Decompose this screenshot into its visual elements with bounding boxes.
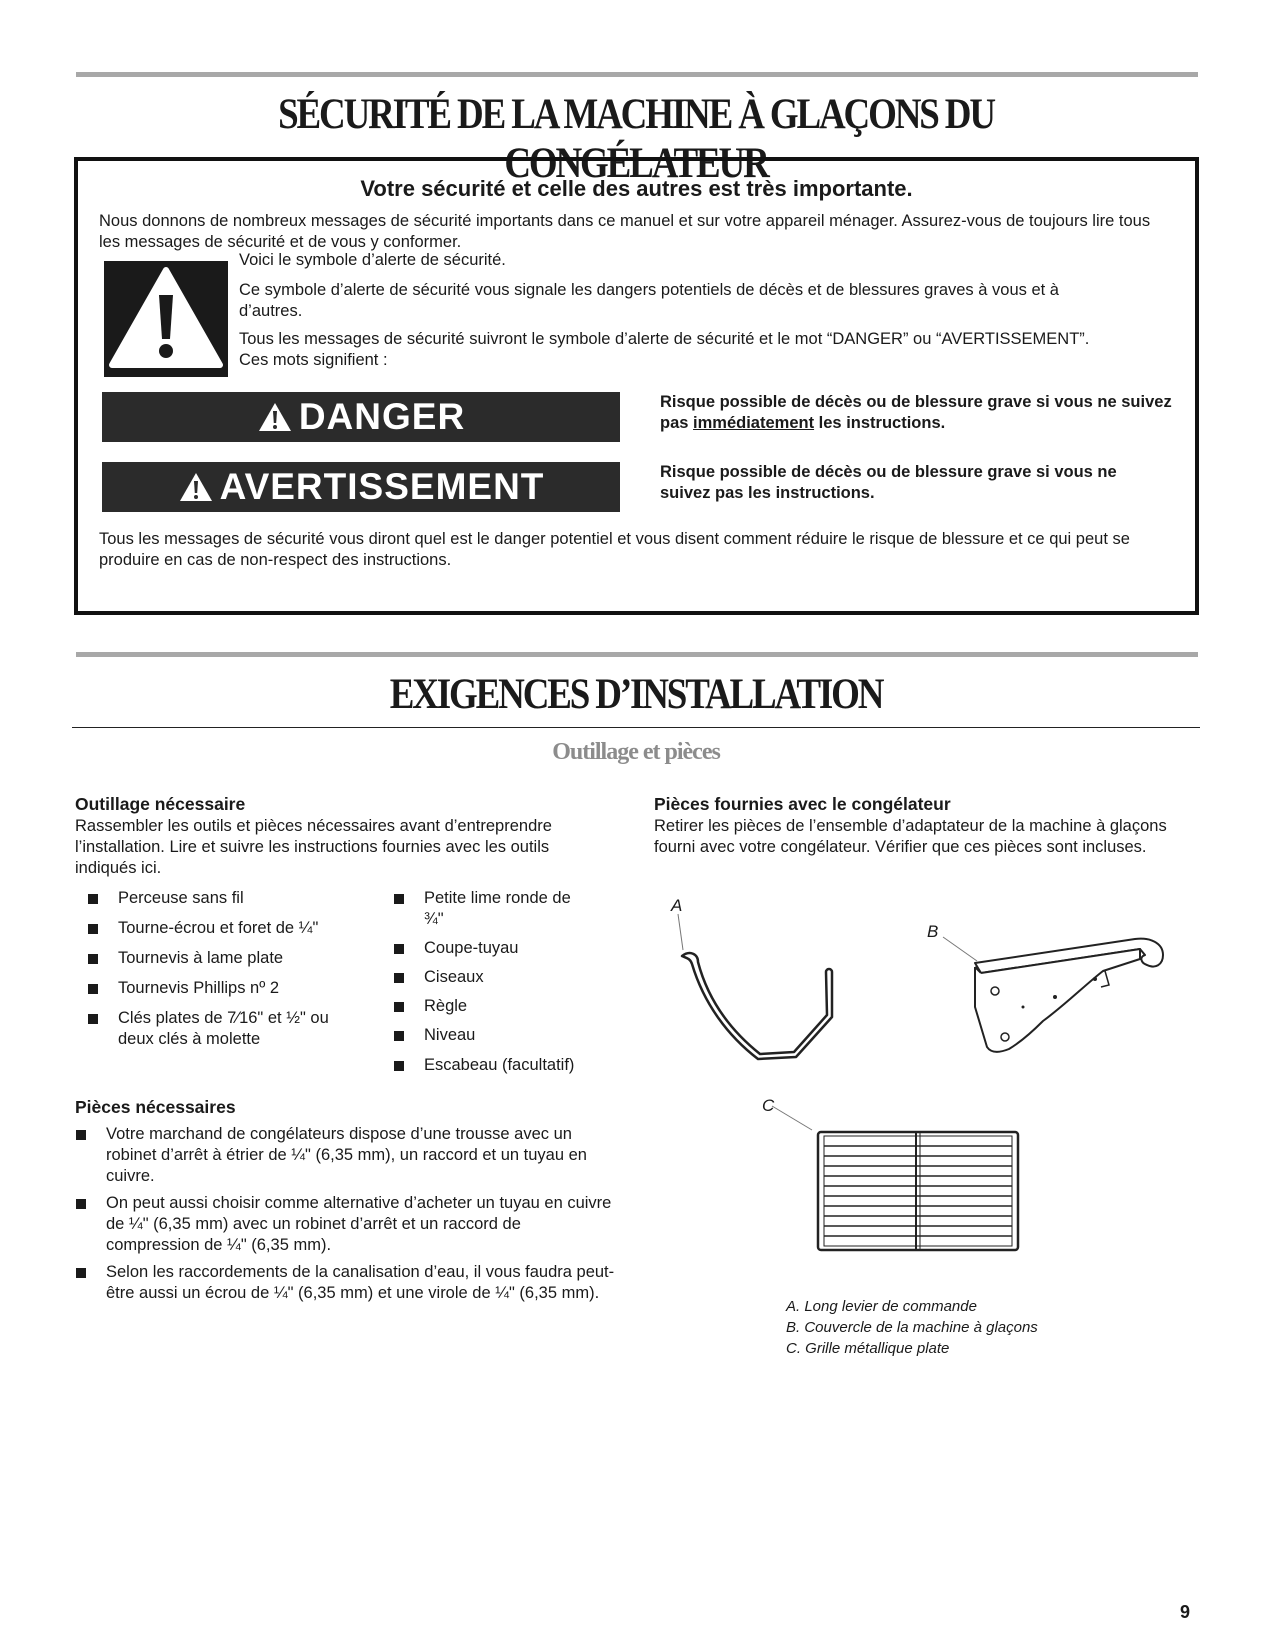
safety-closing: Tous les messages de sécurité vous diront quel est le danger potentiel et vous disent comment réduire le risque de blessure et ce qui peut se produire en cas de non-respect des instructions. [99,530,1130,569]
install-thin-rule [72,727,1200,728]
safety-alert-icon [104,261,228,377]
tool-item: Tourne-écrou et foret de ¼" [88,918,368,939]
tool-item: Tournevis Phillips nº 2 [88,978,348,999]
tools-heading: Outillage nécessaire [75,794,246,814]
safety-intro: Nous donnons de nombreux messages de sécurité importants dans ce manuel et sur votre appareil ménager. Assurez-vous de toujours lire tous les messages de sécurité et de vous y conformer. [99,212,1151,251]
symbol-line: Voici le symbole d’alerte de sécurité. [239,251,506,269]
tool-item: Clés plates de 7⁄16" et ½" ou deux clés à molette [88,1008,358,1050]
figure-caption [786,1296,1038,1359]
tool-item: Règle [394,996,614,1017]
warning-alert-icon [178,471,214,503]
danger-label [102,392,620,442]
safety-box [74,157,1199,615]
warning-text: AVERTISSEMENT [219,466,545,507]
figure-label-a: A [671,896,683,915]
danger-desc-part2: les instructions. [818,414,946,432]
ice-maker-cover-drawing [935,925,1190,1085]
figure-label-b: B [927,922,939,941]
danger-alert-icon [257,401,293,433]
safety-title: SÉCURITÉ DE LA MACHINE À GLAÇONS DU CONGÉLATEUR [278,91,994,187]
part-item: On peut aussi choisir comme alternative d’acheter un tuyau en cuivre de ¼" (6,35 mm) avec un robinet d’arrêt et un raccord de compression de ¼" (6,35 mm). [76,1193,616,1256]
part-item: Selon les raccordements de la canalisation d’eau, il vous faudra peut-être aussi un écrou de ¼" (6,35 mm) et une virole de ¼" (6,35 mm). [76,1262,616,1304]
caption-b: B. Couvercle de la machine à glaçons [786,1319,1038,1336]
figure-label-c: C [762,1096,775,1115]
messages-line: Tous les messages de sécurité suivront le symbole d’alerte de sécurité et le mot “DANGER” ou “AVERTISSEMENT”. Ces mots signifient : [239,330,1090,369]
supplied-heading: Pièces fournies avec le congélateur [654,794,951,814]
install-title: EXIGENCES D’INSTALLATION [389,671,883,718]
danger-description [660,392,1190,434]
parts-heading: Pièces nécessaires [75,1097,236,1117]
control-lever-drawing [660,900,860,1070]
danger-desc-emphasis: immédiatement [693,414,815,432]
caption-c: C. Grille métallique plate [786,1340,950,1357]
warning-label [102,462,620,512]
top-rule [76,72,1198,77]
install-rule [76,652,1198,657]
wire-shelf-drawing [760,1100,1025,1260]
install-subtitle: Outillage et pièces [552,739,720,765]
tool-item: Ciseaux [394,967,614,988]
tool-item: Perceuse sans fil [88,888,348,909]
caption-a: A. Long levier de commande [786,1298,977,1315]
tool-item: Coupe-tuyau [394,938,614,959]
danger-text: DANGER [298,396,466,437]
page-number: 9 [1180,1602,1191,1622]
danger-desc-part1: Risque possible de décès ou de blessure grave si vous ne suivez pas [660,393,1172,432]
symbol-explain: Ce symbole d’alerte de sécurité vous signale les dangers potentiels de décès et de blessures graves à vous et à d’autres. [239,281,1059,320]
tool-item: Petite lime ronde de ¾" [394,888,614,930]
tool-item: Niveau [394,1025,614,1046]
tool-item: Tournevis à lame plate [88,948,348,969]
safety-heading: Votre sécurité et celle des autres est très importante. [360,176,913,201]
tools-intro: Rassembler les outils et pièces nécessaires avant d’entreprendre l’installation. Lire et suivre les instructions fournies avec les outils indiqués ici. [75,817,552,877]
tool-item: Escabeau (facultatif) [394,1055,634,1076]
supplied-intro: Retirer les pièces de l’ensemble d’adaptateur de la machine à glaçons fourni avec votre congélateur. Vérifier que ces pièces sont incluses. [654,817,1167,856]
warning-description: Risque possible de décès ou de blessure grave si vous ne suivez pas les instructions. [660,463,1117,502]
part-item: Votre marchand de congélateurs dispose d’une trousse avec un robinet d’arrêt à étrier de ¼" (6,35 mm), un raccord et un tuyau en cuivre. [76,1124,616,1187]
